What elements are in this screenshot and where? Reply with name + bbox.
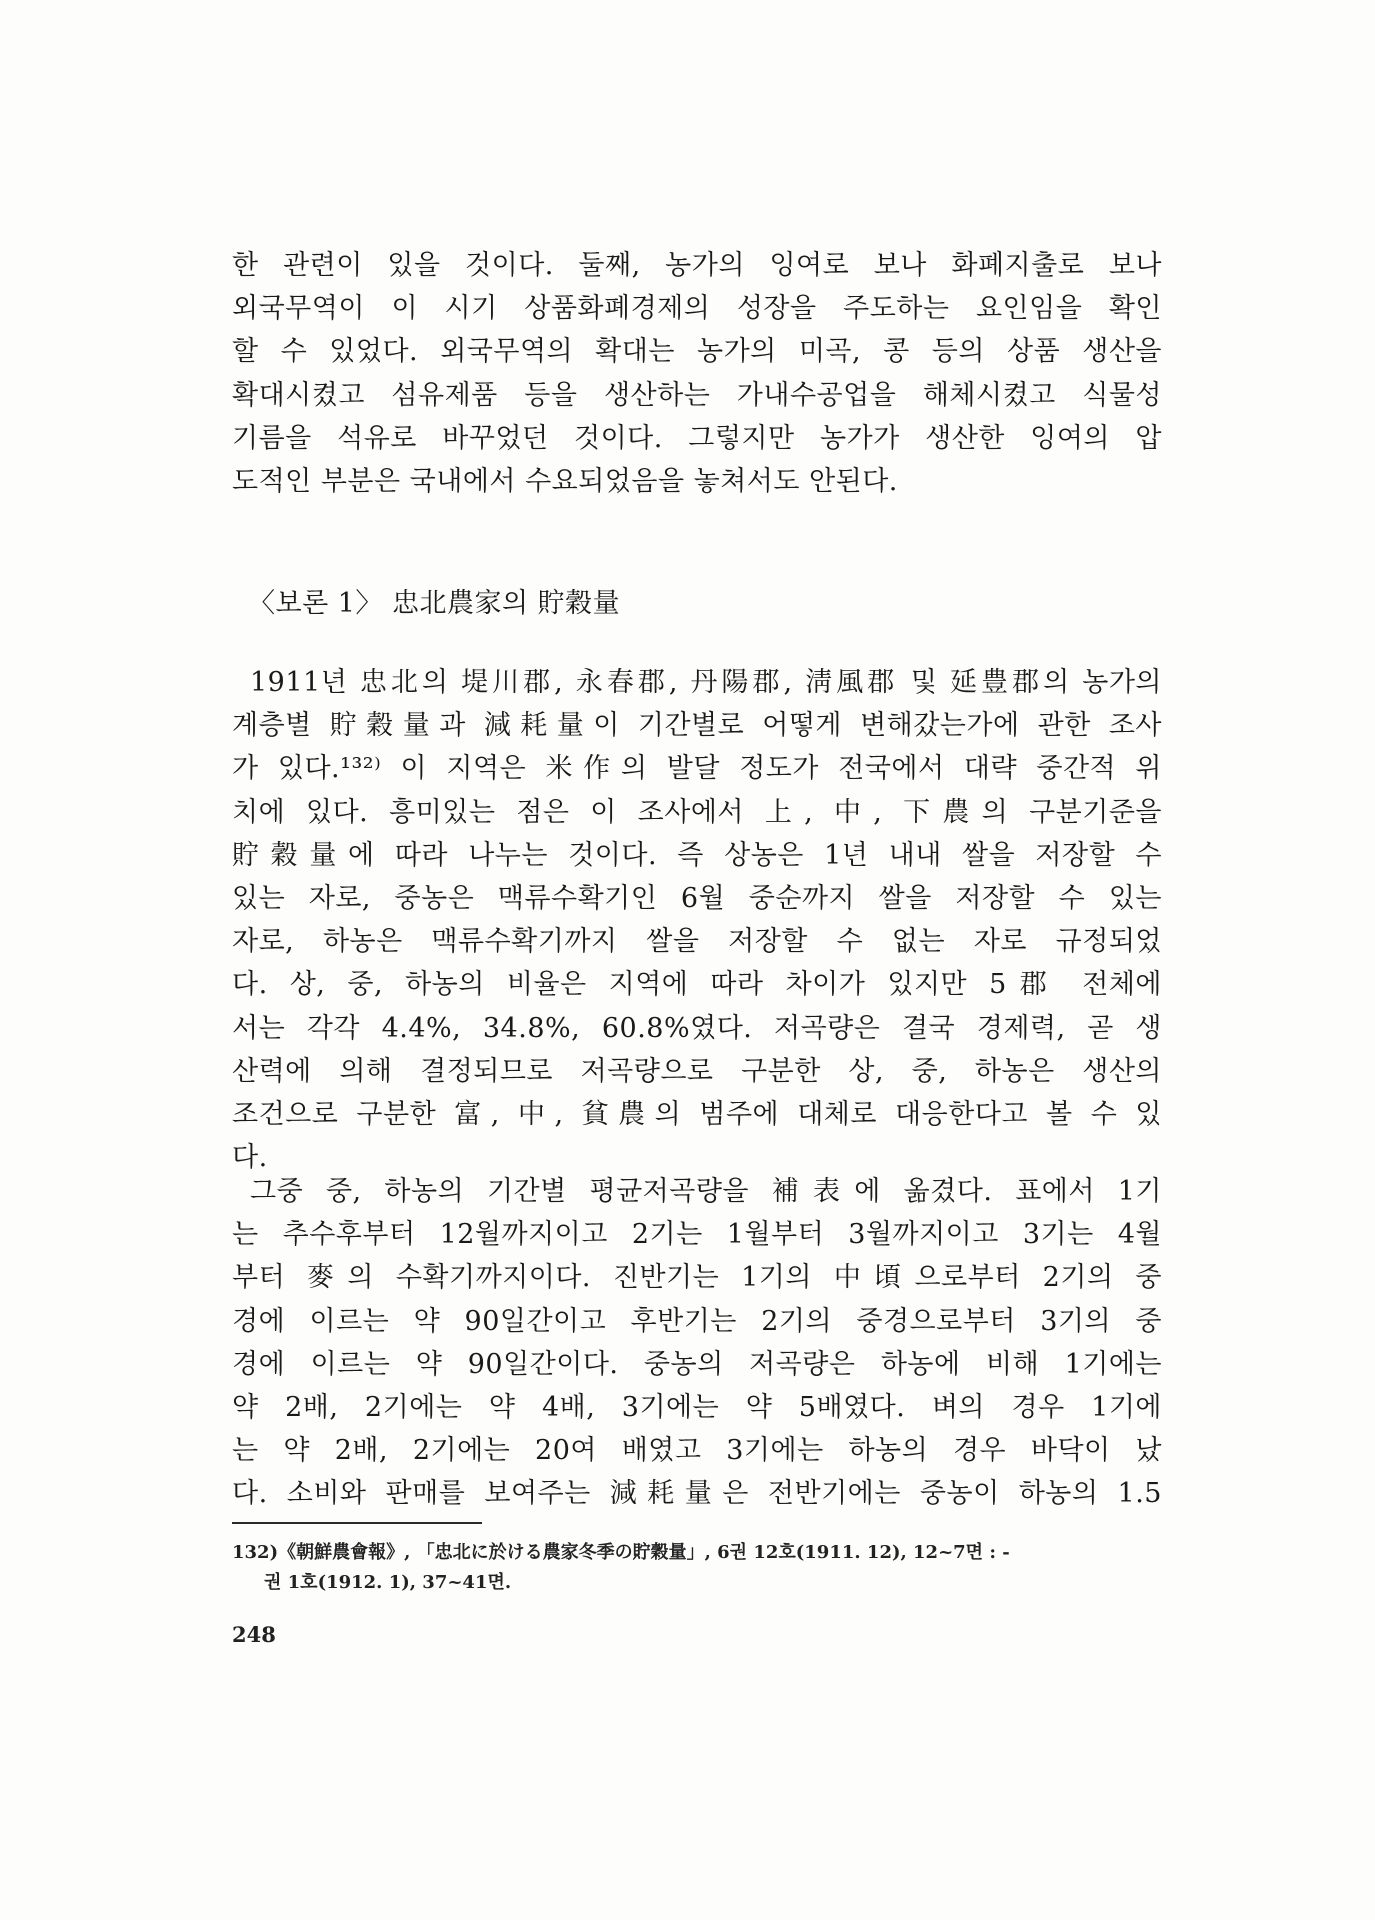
text-line: 貯穀量에 따라 나누는 것이다. 즉 상농은 1년 내내 쌀을 저장할 수 bbox=[232, 839, 1162, 871]
text-line: 자로, 하농은 맥류수확기까지 쌀을 저장할 수 없는 자로 규정되었 bbox=[232, 926, 1162, 958]
text-line: 계층별 貯穀量과 減耗量이 기간별로 어떻게 변해갔는가에 관한 조사 bbox=[232, 710, 1162, 742]
text-line: 가 있다.¹³²⁾ 이 지역은 米作의 발달 정도가 전국에서 대략 중간적 위 bbox=[232, 753, 1162, 785]
footnote-divider bbox=[232, 1522, 482, 1524]
page-number: 248 bbox=[232, 1622, 276, 1647]
text-line: 그중 중, 하농의 기간별 평균저곡량을 補表에 옮겼다. 표에서 1기 bbox=[250, 1176, 1162, 1207]
text-line: 경에 이르는 약 90일간이고 후반기는 2기의 중경으로부터 3기의 중 bbox=[232, 1305, 1162, 1337]
text-line: 는 추수후부터 12월까지이고 2기는 1월부터 3월까지이고 3기는 4월 bbox=[232, 1219, 1162, 1251]
text-line: 조건으로 구분한 富, 中, 貧農의 범주에 대체로 대응한다고 볼 수 있 bbox=[232, 1099, 1162, 1131]
text-line: 한 관련이 있을 것이다. 둘째, 농가의 잉여로 보나 화폐지출로 보나 bbox=[232, 250, 1162, 281]
text-line: 치에 있다. 흥미있는 점은 이 조사에서 上, 中, 下農의 구분기준을 bbox=[232, 796, 1162, 828]
footnote bbox=[232, 1538, 1162, 1598]
text-line: 는 약 2배, 2기에는 20여 배였고 3기에는 하농의 경우 바닥이 났 bbox=[232, 1435, 1162, 1467]
text-line: 1911년 忠北의 堤川郡, 永春郡, 丹陽郡, 淸風郡 및 延豊郡의 농가의 bbox=[250, 667, 1162, 698]
text-line: 다. 소비와 판매를 보여주는 減耗量은 전반기에는 중농이 하농의 1.5 bbox=[232, 1478, 1162, 1510]
text-line: 경에 이르는 약 90일간이다. 중농의 저곡량은 하농에 비해 1기에는 bbox=[232, 1348, 1162, 1380]
section-heading: 〈보론 1〉 忠北農家의 貯穀量 bbox=[248, 588, 621, 619]
text-line: 다. bbox=[232, 1142, 268, 1174]
text-line: 서는 각각 4.4%, 34.8%, 60.8%였다. 저곡량은 결국 경제력, 곧 생 bbox=[232, 1012, 1162, 1044]
text-line: 도적인 부분은 국내에서 수요되었음을 놓쳐서도 안된다. bbox=[232, 466, 898, 498]
text-line: 외국무역이 이 시기 상품화폐경제의 성장을 주도하는 요인임을 확인 bbox=[232, 293, 1162, 325]
paragraph-storage-periods bbox=[232, 1170, 1162, 1516]
text-line: 있는 자로, 중농은 맥류수확기인 6월 중순까지 쌀을 저장할 수 있는 bbox=[232, 883, 1162, 915]
text-line: 부터 麥의 수확기까지이다. 진반기는 1기의 中頃으로부터 2기의 중 bbox=[232, 1262, 1162, 1294]
paragraph-continued bbox=[232, 244, 1162, 503]
text-line: 약 2배, 2기에는 약 4배, 3기에는 약 5배였다. 벼의 경우 1기에 bbox=[232, 1392, 1162, 1424]
footnote-line: 132)《朝鮮農會報》, 「忠北に於ける農家冬季の貯穀量」, 6권 12호(1911. 12), 12~7면 : - bbox=[232, 1542, 1010, 1563]
text-line: 확대시켰고 섬유제품 등을 생산하는 가내수공업을 해체시켰고 식물성 bbox=[232, 379, 1162, 411]
text-line: 산력에 의해 결정되므로 저곡량으로 구분한 상, 중, 하농은 생산의 bbox=[232, 1055, 1162, 1087]
footnote-line: 권 1호(1912. 1), 37~41면. bbox=[264, 1572, 512, 1593]
text-line: 기름을 석유로 바꾸었던 것이다. 그렇지만 농가가 생산한 잉여의 압 bbox=[232, 422, 1162, 454]
text-line: 할 수 있었다. 외국무역의 확대는 농가의 미곡, 콩 등의 상품 생산을 bbox=[232, 336, 1162, 368]
text-line: 다. 상, 중, 하농의 비율은 지역에 따라 차이가 있지만 5郡 전체에 bbox=[232, 969, 1162, 1001]
paragraph-survey bbox=[232, 661, 1162, 1179]
